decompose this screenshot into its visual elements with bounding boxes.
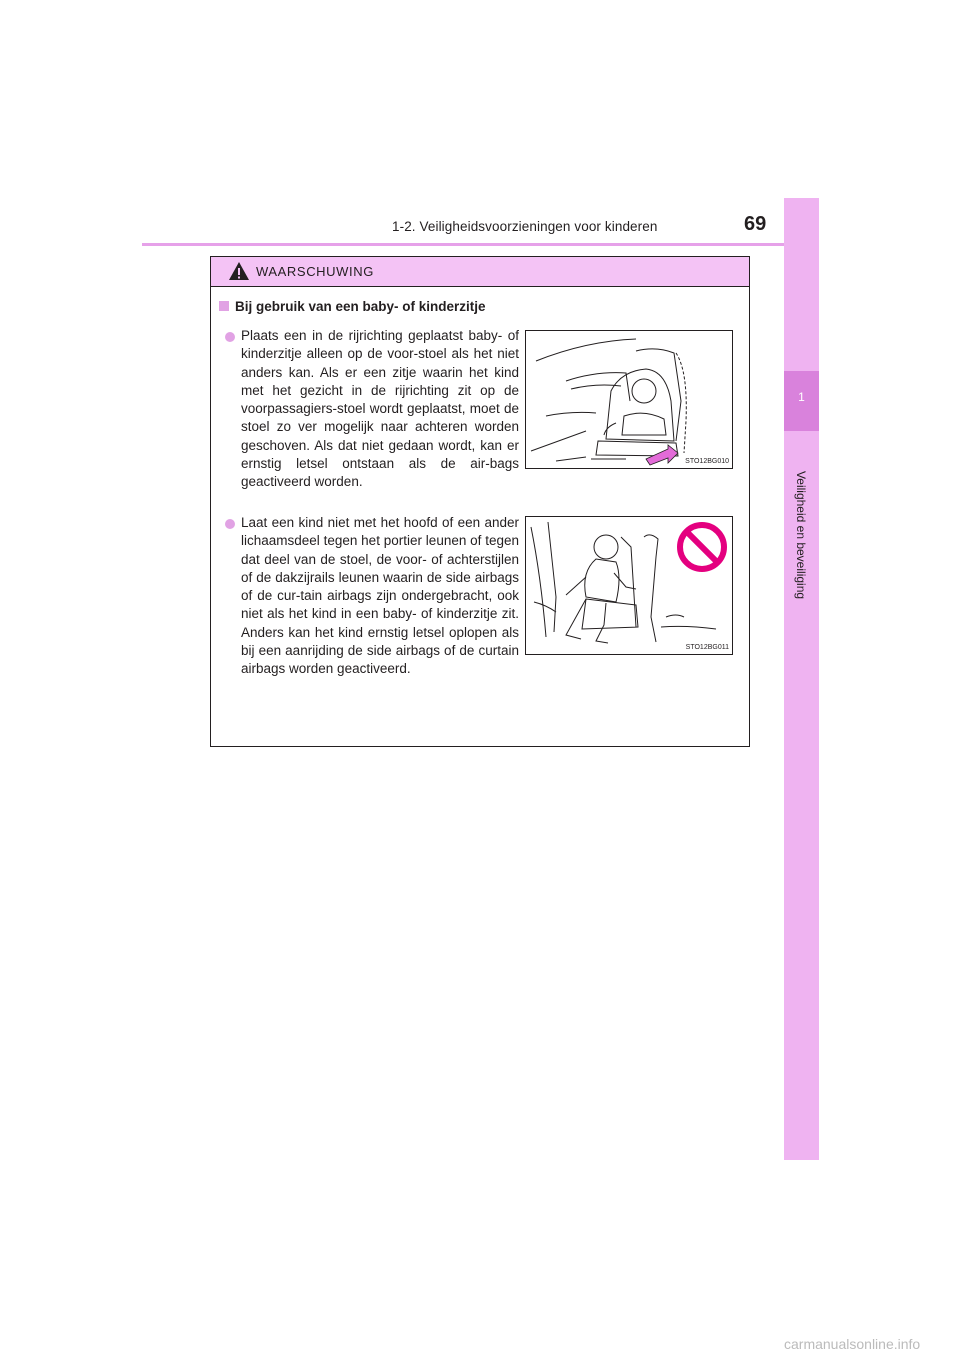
watermark: carmanualsonline.info <box>784 1336 921 1352</box>
square-bullet-icon <box>219 301 229 311</box>
illustration-front-seat-child-seat <box>525 330 733 469</box>
round-bullet-icon <box>225 332 235 342</box>
section-heading <box>219 299 486 314</box>
chapter-number: 1 <box>798 390 805 404</box>
warning-triangle-icon <box>228 261 250 281</box>
child-seat-front-illustration <box>526 331 732 468</box>
running-header-title: 1-2. Veiligheidsvoorzieningen voor kinderen <box>392 219 658 234</box>
figure-code: STO12BG010 <box>685 458 729 465</box>
illustration-child-leaning-door <box>525 516 733 655</box>
chapter-title: Veiligheid en beveiliging <box>794 470 808 600</box>
warning-label: WAARSCHUWING <box>256 264 374 279</box>
prohibition-icon <box>676 521 728 573</box>
page-number: 69 <box>744 213 767 235</box>
warning-item-text: Laat een kind niet met het hoofd of een ander lichaamsdeel tegen het portier leunen of tegen dat deel van de stoel, de voor- of achterstijlen of de dakzijrails leunen waarin de side airbags of de cur-tain airbags zijn ondergebracht, ook niet als het kind in een baby- of kinderzitje zit. Anders kan het kind ernstig letsel oplopen als bij een aanrijding de side airbags of de curtain airbags worden geactiveerd. <box>241 515 519 677</box>
warning-item-text: Plaats een in de rijrichting geplaatst baby- of kinderzitje alleen op de voor-stoel als het niet anders kan. Als er een zitje waarin het kind met het gezicht in de rijrichting zit op de voorpassagiers-stoel wordt geplaatst, moet de stoel zo ver mogelijk naar achteren worden geschoven. Als dat niet gedaan wordt, kan er ernstig letsel ontstaan als de air-bags geactiveerd worden. <box>241 328 519 490</box>
warning-box <box>210 256 750 747</box>
figure-code: STO12BG011 <box>685 644 729 651</box>
chapter-side-tab <box>784 198 819 1160</box>
round-bullet-icon <box>225 519 235 529</box>
warning-header <box>211 257 749 287</box>
section-heading-text: Bij gebruik van een baby- of kinderzitje <box>235 299 486 314</box>
header-rule <box>142 243 819 246</box>
